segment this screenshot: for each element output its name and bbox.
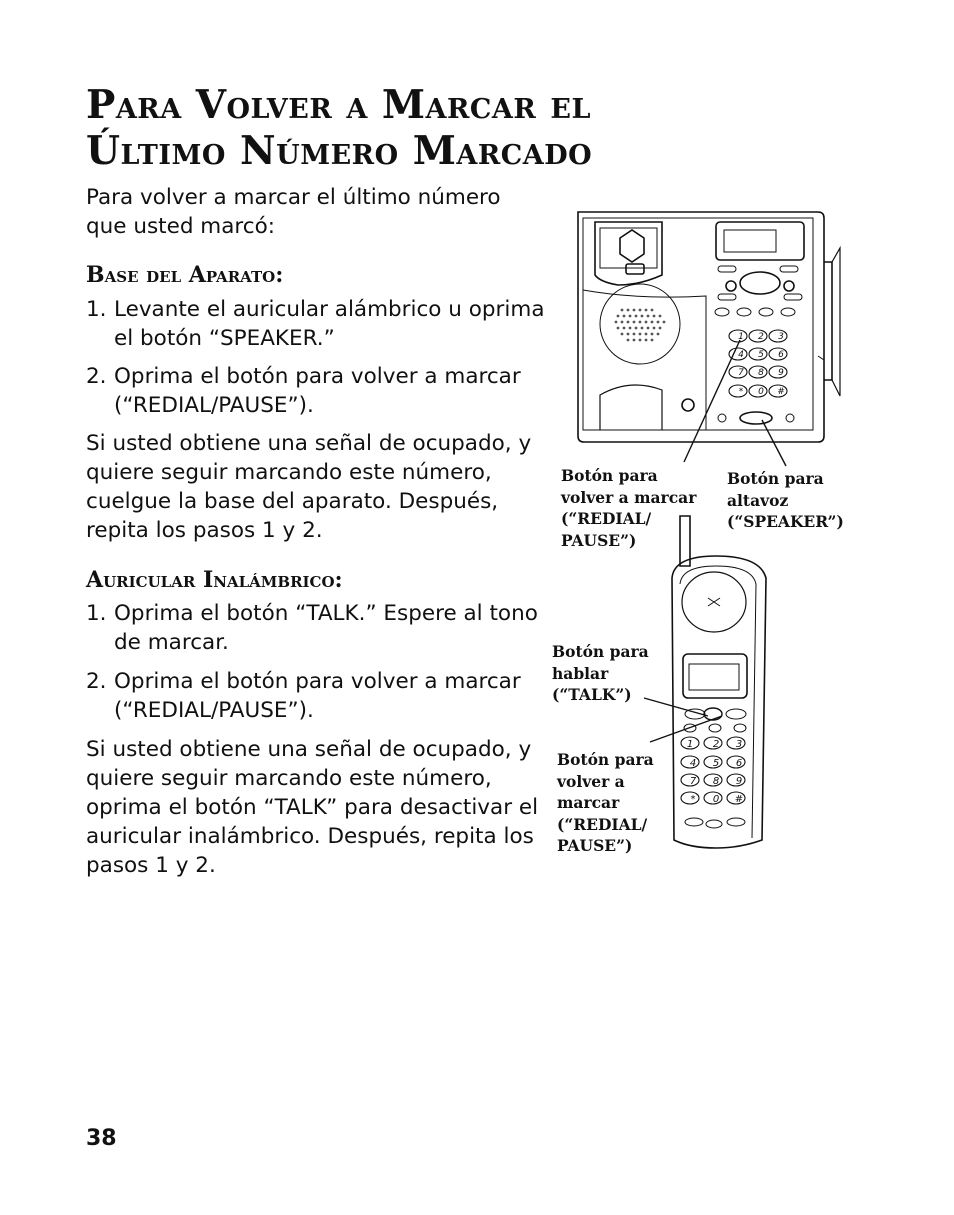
base-key-star: * [738,387,744,397]
step-text: Oprima el botón “TALK.” Espere al tono de marcar. [114,601,538,655]
base-key-2: 2 [758,332,764,342]
step-number: 1. [86,297,107,322]
page-number: 38 [86,1126,117,1151]
base-key-hash: # [777,387,785,397]
step-number: 1. [86,601,107,626]
base-key-5: 5 [758,350,764,360]
speaker-grille [615,309,666,342]
handset-key-1: 1 [686,739,694,750]
caption-handset-talk: Botón para hablar (“TALK”) [552,642,649,704]
base-key-4: 4 [738,350,744,360]
title-line-1: Para Volver a Marcar el [86,82,591,128]
handset-key-3: 3 [735,739,743,750]
step-text: Levante el auricular alámbrico u oprima el botón “SPEAKER.” [114,297,545,351]
step-number: 2. [86,669,107,694]
title-line-2: Último Número Marcado [86,128,593,174]
base-key-1: 1 [738,332,744,342]
handset-key-0: 0 [712,794,720,805]
step-number: 2. [86,364,107,389]
base-key-6: 6 [778,350,784,360]
handset-note: Si usted obtiene una señal de ocupado, y quiere seguir marcando este número, oprima el botón “TALK” para desactivar el auricular inalámbrico. Después, repita los pasos 1 y 2. [86,737,539,878]
base-key-9: 9 [778,368,784,378]
intro-text: Para volver a marcar el último número que usted marcó: [86,185,501,239]
base-key-3: 3 [778,332,784,342]
handset-key-8: 8 [712,776,720,787]
handset-key-hash: # [734,794,744,805]
base-note: Si usted obtiene una señal de ocupado, y quiere seguir marcando este número, cuelgue la base del aparato. Después, repita los pasos 1 y 2. [86,431,532,543]
handset-key-7: 7 [689,776,697,787]
caption-base-redial: Botón para volver a marcar (“REDIAL/ PAUSE”) [561,466,697,550]
handset-key-5: 5 [712,758,720,769]
handset-key-9: 9 [735,776,743,787]
step-text: Oprima el botón para volver a marcar (“REDIAL/PAUSE”). [114,669,521,723]
handset-key-star: * [690,794,696,805]
handset-heading: Auricular Inalámbrico: [86,567,343,593]
handset-key-4: 4 [689,758,697,769]
step-text: Oprima el botón para volver a marcar (“REDIAL/PAUSE”). [114,364,521,418]
handset-key-6: 6 [735,758,743,769]
base-key-7: 7 [738,368,744,378]
caption-handset-redial: Botón para volver a marcar (“REDIAL/ PAUSE”) [557,750,654,855]
handset-key-2: 2 [712,739,720,750]
base-key-8: 8 [758,368,764,378]
base-key-0: 0 [758,387,764,397]
caption-base-speaker: Botón para altavoz (“SPEAKER”) [727,469,844,531]
base-heading: Base del Aparato: [86,262,284,288]
